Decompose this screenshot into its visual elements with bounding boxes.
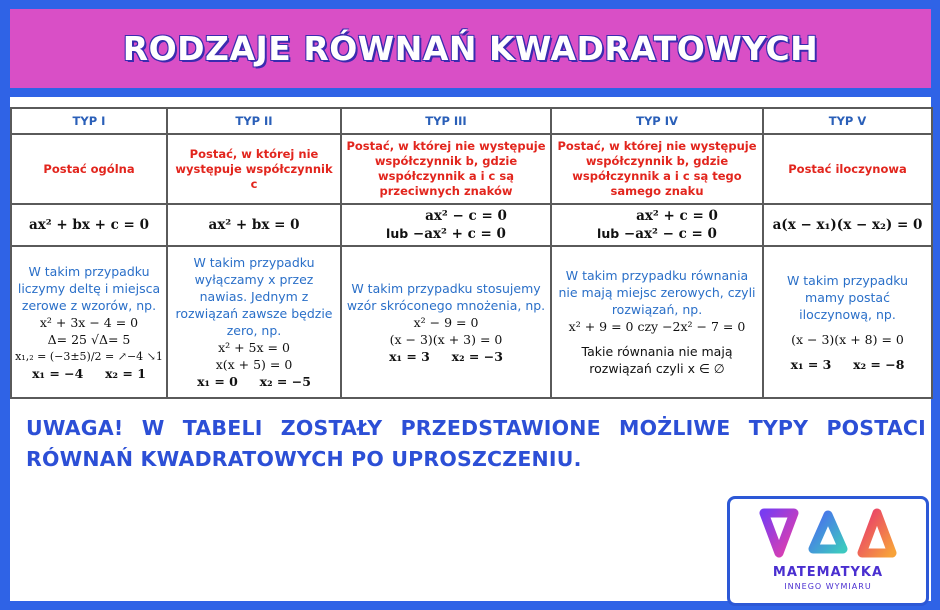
logo-name: MATEMATYKA [772,565,884,580]
content-panel [10,97,931,601]
equation-cell [551,204,763,246]
equation-line: ax² + c = 0 [636,207,718,224]
equation-cell [167,204,341,246]
equation-row [11,204,932,246]
no-solution-note: Takie równania nie mają rozwiązań czyli x ∈ ∅ [581,344,733,376]
type-description: Postać ogólna [11,134,167,204]
example-equation: (x − 3)(x + 8) = 0 [791,331,904,347]
equation-types-table [10,107,933,399]
root-2: x₂ = −5 [259,374,311,389]
title-banner [10,9,931,88]
example-text: W takim przypadku równania nie mają miejsc zerowych, czyli rozwiązań, np. [558,268,756,317]
example-cell [551,246,763,398]
root-1: x₁ = 3 [389,348,430,364]
root-1: x₁ = 3 [790,356,832,372]
or-label: lub [597,225,620,241]
example-row [11,246,932,398]
delta-value: Δ= 25 √Δ= 5 [47,331,131,347]
example-cell [763,246,932,398]
equation-line: −ax² + c = 0 [412,225,506,242]
equation-line: ax² − c = 0 [425,207,507,224]
root-2: x₂ = 1 [105,365,146,381]
example-text: W takim przypadku wyłączamy x przez nawias. Jednym z rozwiązań zawsze będzie zero, np. [175,255,333,338]
root-1: x₁ = 0 [197,374,238,389]
type-header: TYP IV [551,108,763,134]
type-header: TYP II [167,108,341,134]
equation-cell [341,204,551,246]
equation-line: −ax² − c = 0 [623,225,717,242]
warning-note: UWAGA! W TABELI ZOSTAŁY PRZEDSTAWIONE MOŻLIWE TYPY POSTACI RÓWNAŃ KWADRATOWYCH PO UPROSZCZENIU. [26,416,926,471]
product-equation: a(x − x₁)(x − x₂) = 0 [772,216,923,233]
example-equation: x² + 3x − 4 = 0 [39,314,139,330]
type-description: Postać, w której nie występuje współczynnik c [167,134,341,204]
logo-emblem-icon [730,499,926,565]
description-row [11,134,932,204]
example-cell [341,246,551,398]
type-description: Postać iloczynowa [763,134,932,204]
type-header: TYP I [11,108,167,134]
brand-logo [727,496,929,606]
logo-subtitle: INNEGO WYMIARU [784,582,872,591]
type-description: Postać, w której nie występuje współczynnik b, gdzie współczynnik a i c są przeciwnych znaków [341,134,551,204]
example-equation: x² + 9 = 0 czy −2x² − 7 = 0 [568,319,746,334]
general-equation: ax² + bx + c = 0 [29,216,149,233]
equation-no-c: ax² + bx = 0 [208,216,300,233]
type-description: Postać, w której nie występuje współczynnik b, gdzie współczynnik a i c są tego samego znaku [551,134,763,204]
example-equation: (x − 3)(x + 3) = 0 [389,331,503,347]
root-2: x₂ = −8 [853,356,905,372]
example-text: W takim przypadku mamy postać iloczynową, np. [786,272,909,322]
type-header: TYP V [763,108,932,134]
example-cell [11,246,167,398]
example-text: W takim przypadku liczymy deltę i miejsca zerowe z wzorów, np. [17,263,161,313]
example-equation: x² + 5x = 0 [218,340,290,355]
page-title: RODZAJE RÓWNAŃ KWADRATOWYCH [122,29,819,68]
root-1: x₁ = −4 [32,365,84,381]
example-equation: x(x + 5) = 0 [215,357,293,372]
example-equation: x² − 9 = 0 [413,314,479,330]
root-2: x₂ = −3 [451,348,503,364]
type-header: TYP III [341,108,551,134]
or-label: lub [386,225,409,241]
equation-cell [11,204,167,246]
roots-formula: x₁,₂ = (−3±5)/2 = ↗−4 ↘1 [15,349,163,363]
type-header-row [11,108,932,134]
equation-cell [763,204,932,246]
example-cell [167,246,341,398]
example-text: W takim przypadku stosujemy wzór skróconego mnożenia, np. [346,280,546,313]
